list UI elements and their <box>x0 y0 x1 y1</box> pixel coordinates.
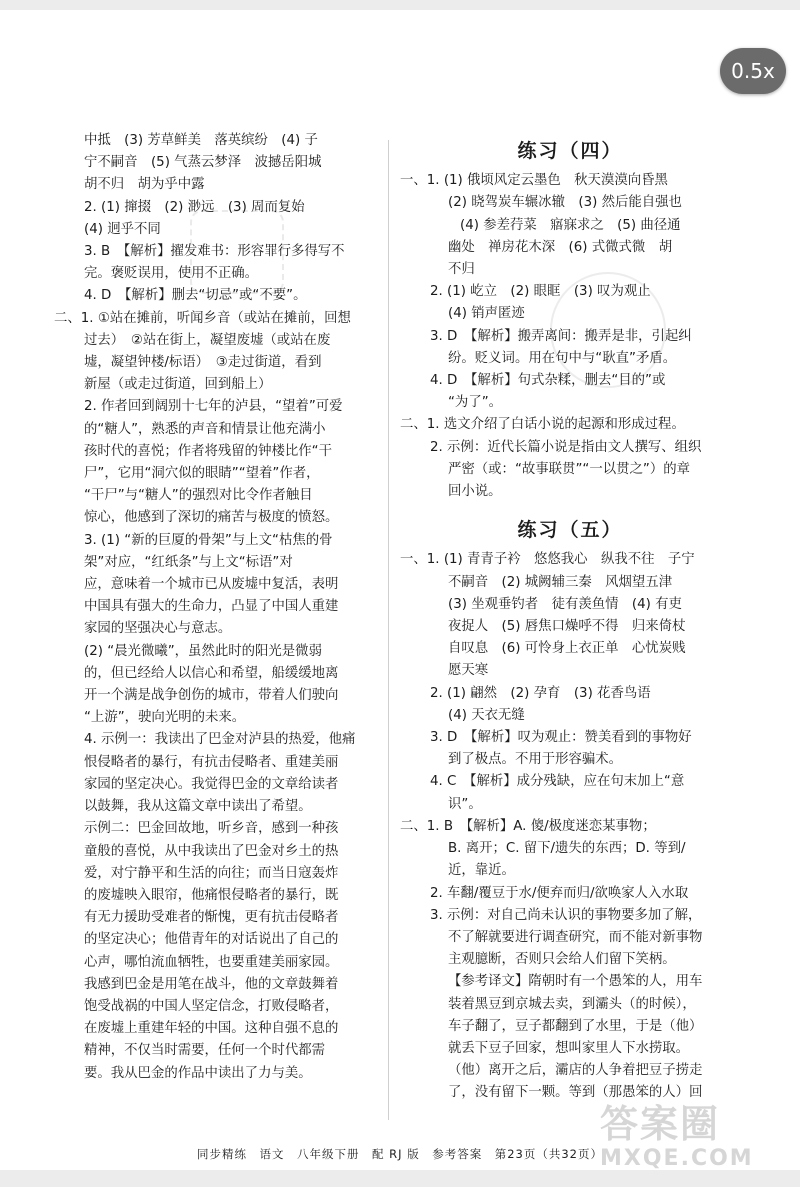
exercise-5-answers <box>400 549 740 1104</box>
answer-line: 严密（或：“故事联贯”“一以贯之”）的章 <box>448 461 690 477</box>
watermark <box>600 1102 790 1182</box>
answer-line: 装着黑豆到京城去卖，到灞头（的时候）， <box>448 996 696 1012</box>
section-title-exercise-5: 练习（五） <box>517 519 623 542</box>
answer-line: 中抵 (3) 芳草鲜美 落英缤纷 (4) 子 <box>84 133 318 148</box>
answer-line: 要。我从巴金的作品中读出了力与美。 <box>84 1065 312 1081</box>
answer-line: 过去） ②站在街上，凝望废墟（或站在废 <box>84 332 331 348</box>
answer-line: 中国具有强大的生命力，凸显了中国人重建 <box>84 599 339 615</box>
answer-line: 我感到巴金是用笔在战斗，他的文章鼓舞着 <box>84 976 339 992</box>
answer-line: 到了极点。不用于形容骗术。 <box>448 752 623 768</box>
answer-line: (4) 参差荇菜 寤寐求之 (5) 曲径通 <box>460 217 681 233</box>
answer-line: 童般的喜悦，从中我读出了巴金对乡土的热 <box>84 843 339 859</box>
answer-line: 4. 示例一：我读出了巴金对泸县的热爱，他痛 <box>84 732 356 748</box>
answer-line: 有无力援助受难者的惭愧，更有抗击侵略者 <box>84 910 339 926</box>
answer-line: 纷。贬义词。用在句中与“耿直”矛盾。 <box>448 350 677 366</box>
answer-line: 恨侵略者的暴行，有抗击侵略者、重建美丽 <box>84 754 339 770</box>
answer-line: (4) 迥乎不同 <box>84 221 161 237</box>
answer-line: 2. (1) 翩然 (2) 孕育 (3) 花香鸟语 <box>430 685 651 701</box>
answer-line: 车子翻了，豆子都翻到了水里，于是（他） <box>448 1018 703 1034</box>
answer-line: 不嗣音 (2) 城阙辅三秦 风烟望五津 <box>448 574 673 590</box>
answer-line: 自叹息 (6) 可怜身上衣正单 心忧炭贱 <box>448 641 686 657</box>
answer-line: 愿天寒 <box>448 663 489 679</box>
answer-line: 识”。 <box>448 796 482 812</box>
answer-line: 二、1. 选文介绍了白话小说的起源和形成过程。 <box>400 417 685 433</box>
answer-line: 应，意味着一个城市已从废墟中复活，表明 <box>84 577 339 593</box>
answer-line: 2. 车翻/覆豆于水/便弃而归/欲唤家人入水取 <box>430 885 689 901</box>
answer-line: 的坚定决心；他借青年的对话说出了自己的 <box>84 932 339 948</box>
answer-line: 4. D 【解析】句式杂糅，删去“目的”或 <box>430 373 666 389</box>
answer-line: 家园的坚强决心与意志。 <box>84 621 232 637</box>
answer-line: (2) “晨光微曦”，虽然此时的阳光是微弱 <box>84 643 322 659</box>
answer-line: 架”对应，“红纸条”与上文“标语”对 <box>84 554 293 570</box>
answer-line: 2. (1) 屹立 (2) 眼眶 (3) 叹为观止 <box>430 284 651 300</box>
answer-line: 一、1. (1) 青青子衿 悠悠我心 纵我不往 子宁 <box>400 552 695 568</box>
answer-line: 墟，凝望钟楼/标语） ③走过街道，看到 <box>84 355 322 371</box>
answer-line: B. 离开；C. 留下/遗失的东西；D. 等到/ <box>448 841 686 857</box>
answer-line: 不了解就要进行调查研究，而不能对新事物 <box>448 929 703 945</box>
answer-line: “为了”。 <box>448 395 503 411</box>
answer-line: 回小说。 <box>448 484 502 500</box>
watermark-logo: 答案圈 <box>600 1102 721 1146</box>
answer-line: 的废墟映入眼帘，他痛恨侵略者的暴行，既 <box>84 887 339 903</box>
exercise-4-answers <box>400 170 740 503</box>
answer-line: 的“糖人”，熟悉的声音和情景让他充满小 <box>84 421 326 437</box>
left-column <box>54 130 384 1085</box>
answer-line: 心声，哪怕流血牺牲，也要重建美丽家园。 <box>84 954 339 970</box>
answer-line: 孩时代的喜悦；作者将残留的钟楼比作“干 <box>84 443 332 459</box>
answer-line: 2. 示例：近代长篇小说是指由文人撰写、组织 <box>430 439 702 455</box>
answer-line: (3) 坐观垂钓者 徒有羡鱼情 (4) 有吏 <box>448 596 682 612</box>
column-divider <box>388 140 389 1120</box>
right-column <box>400 130 740 1105</box>
answer-line: 就丢下豆子回家，想叫家里人下水捞取。 <box>448 1040 690 1056</box>
answer-line: 精神，不仅当时需要，任何一个时代都需 <box>84 1043 326 1059</box>
answer-line: 4. D 【解析】删去“切忌”或“不要”。 <box>84 288 307 304</box>
page-footer: 同步精练 语文 八年级下册 配 RJ 版 参考答案 第23页（共32页） <box>197 1147 603 1161</box>
answer-line: “干尸”与“糖人”的强烈对比令作者触目 <box>84 488 313 504</box>
watermark-url: MXQE.COM <box>600 1146 754 1171</box>
answer-line: 夜捉人 (5) 唇焦口燥呼不得 归来倚杖 <box>448 619 686 635</box>
section-title-exercise-4: 练习（四） <box>517 140 623 162</box>
answer-line: 的，但已经给人以信心和希望，船缓缓地离 <box>84 665 339 681</box>
answer-line: 示例二：巴金回故地，听乡音，感到一种孩 <box>84 821 339 837</box>
answer-line: 主观臆断，否则只会给人们留下笑柄。 <box>448 952 676 968</box>
answer-line: “上游”，驶向光明的未来。 <box>84 710 246 726</box>
answer-line: 幽处 禅房花木深 (6) 式微式微 胡 <box>448 239 673 255</box>
answer-line: 尸”，它用“洞穴似的眼睛”“望着”作者， <box>84 466 320 482</box>
answer-line: 一、1. (1) 俄顷风定云墨色 秋天漠漠向昏黑 <box>400 173 668 189</box>
answer-line: 饱受战祸的中国人坚定信念，打败侵略者， <box>84 998 339 1014</box>
answer-line: 完。褒贬误用，使用不正确。 <box>84 266 259 282</box>
answer-line: 2. 作者回到阔别十七年的泸县，“望着”可爱 <box>84 399 343 415</box>
answer-line: 宁不嗣音 (5) 气蒸云梦泽 波撼岳阳城 <box>84 155 322 171</box>
answer-line: 3. D 【解析】搬弄离间：搬弄是非，引起纠 <box>430 328 692 344</box>
answer-line: 了，没有留下一颗。等到（那愚笨的人）回 <box>448 1085 703 1101</box>
zoom-level-button[interactable]: 0.5x <box>720 48 786 94</box>
answer-line: 2. (1) 撺掇 (2) 渺远 (3) 周而复始 <box>84 199 305 215</box>
answer-line: 开一个满是战争创伤的城市，带着人们驶向 <box>84 688 339 704</box>
answer-line: 3. (1) “新的巨厦的骨架”与上文“枯焦的骨 <box>84 532 333 548</box>
answer-line: 3. D 【解析】叹为观止：赞美看到的事物好 <box>430 730 692 746</box>
answer-line: 3. 示例：对自己尚未认识的事物要多加了解， <box>430 907 702 923</box>
answer-line: 4. C 【解析】成分残缺，应在句末加上“意 <box>430 774 685 790</box>
answer-line: 爱，对宁静平和生活的向往；而当日寇轰炸 <box>84 865 339 881</box>
answer-line: 在废墟上重建年轻的中国。这种自强不息的 <box>84 1021 339 1037</box>
answer-line: 二、1. ①站在摊前，听闻乡音（或站在摊前，回想 <box>54 310 351 326</box>
answer-line: 二、1. B 【解析】A. 傻/极度迷恋某事物； <box>400 818 656 834</box>
answer-line: (4) 天衣无缝 <box>448 707 525 723</box>
answer-line: 以鼓舞，我从这篇文章中读出了希望。 <box>84 799 312 815</box>
answer-line: (4) 销声匿迹 <box>448 306 525 322</box>
answer-line: 新屋（或走过街道，回到船上） <box>84 377 272 393</box>
answer-line: 家园的坚定决心。我觉得巴金的文章给读者 <box>84 776 339 792</box>
answer-line: 惊心，他感到了深切的痛苦与极度的愤怒。 <box>84 510 339 526</box>
answer-line: （他）离开之后，灞店的人争着把豆子捞走 <box>448 1063 703 1079</box>
document-page <box>0 10 800 1170</box>
answer-line: 近，靠近。 <box>448 863 515 879</box>
answer-line: (2) 晓驾炭车辗冰辙 (3) 然后能自强也 <box>448 195 682 211</box>
answer-line: 不归 <box>448 262 475 278</box>
answer-line: 3. B 【解析】擢发难书：形容罪行多得写不 <box>84 244 345 260</box>
answer-line: 【参考译文】隋朝时有一个愚笨的人，用车 <box>448 974 703 990</box>
answer-line: 胡不归 胡为乎中露 <box>84 177 205 193</box>
